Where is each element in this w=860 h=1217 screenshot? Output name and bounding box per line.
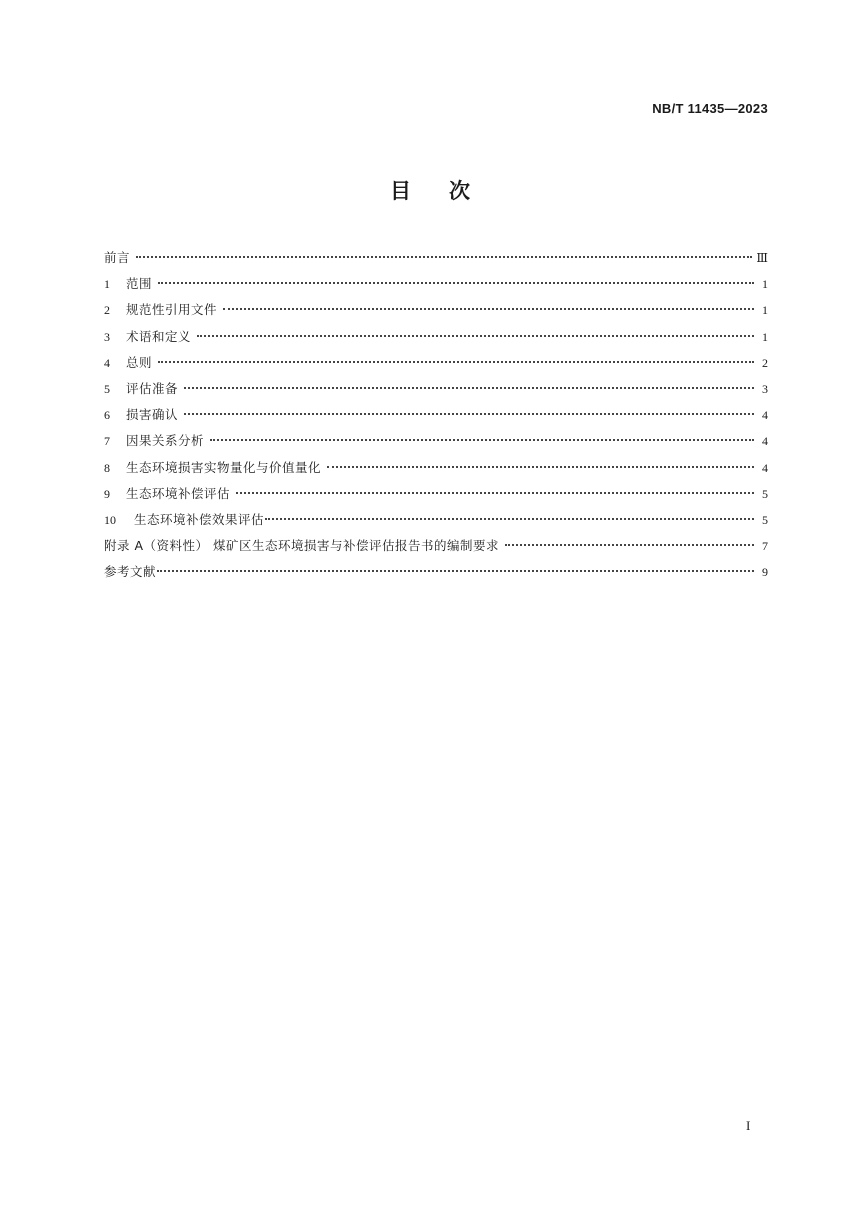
toc-leader-dots	[265, 504, 754, 520]
toc-entry-page: 2	[762, 355, 768, 370]
toc-leader-dots	[210, 425, 754, 441]
toc-entry-title: 规范性引用文件	[126, 302, 218, 318]
toc-entry-title: 参考文献	[104, 564, 157, 580]
toc-entry-title: 附录 A（资料性） 煤矿区生态环境损害与补偿评估报告书的编制要求	[104, 538, 499, 554]
toc-entry-page: 5	[762, 486, 768, 501]
toc-entry-page: 4	[762, 408, 768, 423]
toc-entry-number: 2	[104, 303, 110, 318]
toc-leader-dots	[158, 347, 754, 363]
toc-leader-dots	[184, 373, 754, 389]
toc-entry-title: 生态环境补偿评估	[126, 485, 231, 501]
toc-entry-page: Ⅲ	[756, 251, 768, 265]
page-title-char-2: 次	[449, 179, 470, 203]
toc-entry-title: 术语和定义	[126, 328, 192, 344]
toc-entry-title: 生态环境补偿效果评估	[134, 511, 265, 527]
toc-entry-number: 7	[104, 434, 110, 449]
toc-entry-number: 8	[104, 460, 110, 475]
toc-entry-page: 1	[762, 329, 768, 344]
toc-entry-page: 7	[762, 539, 768, 554]
toc-entry-title: 范围	[126, 276, 153, 292]
toc-entry-page: 1	[762, 277, 768, 292]
toc-entry-title: 评估准备	[126, 380, 179, 396]
toc-entry-number: 5	[104, 381, 110, 396]
toc-leader-dots	[327, 452, 754, 468]
toc-entry-title: 损害确认	[126, 407, 179, 423]
toc-entry-page: 1	[762, 303, 768, 318]
toc-entry-title: 总则	[126, 354, 153, 370]
table-of-contents	[104, 246, 768, 586]
toc-leader-dots	[157, 556, 754, 572]
toc-leader-dots	[505, 530, 754, 546]
toc-entry-number: 4	[104, 355, 110, 370]
toc-entry-title: 生态环境损害实物量化与价值量化	[126, 459, 322, 475]
toc-entry-page: 9	[762, 565, 768, 580]
toc-leader-dots	[184, 399, 754, 415]
toc-entry-number: 9	[104, 486, 110, 501]
toc-leader-dots	[136, 242, 752, 258]
toc-entry-number: 6	[104, 408, 110, 423]
toc-entry-number: 3	[104, 329, 110, 344]
toc-entry-page: 4	[762, 434, 768, 449]
toc-entry-page: 4	[762, 460, 768, 475]
page-title-char-1: 目	[390, 179, 411, 203]
page-title	[0, 175, 860, 205]
toc-entry-number: 1	[104, 277, 110, 292]
toc-entry-references[interactable]	[104, 560, 768, 586]
toc-leader-dots	[223, 294, 754, 310]
toc-entry-title: 前言	[104, 250, 131, 265]
toc-entry-page: 5	[762, 512, 768, 527]
toc-leader-dots	[236, 478, 754, 494]
toc-entry-number: 10	[104, 512, 116, 527]
toc-leader-dots	[158, 268, 754, 284]
toc-entry-page: 3	[762, 381, 768, 396]
standard-code: NB/T 11435—2023	[652, 101, 768, 116]
page-number: I	[746, 1118, 751, 1133]
toc-leader-dots	[197, 321, 754, 337]
toc-entry-title: 因果关系分析	[126, 433, 205, 449]
